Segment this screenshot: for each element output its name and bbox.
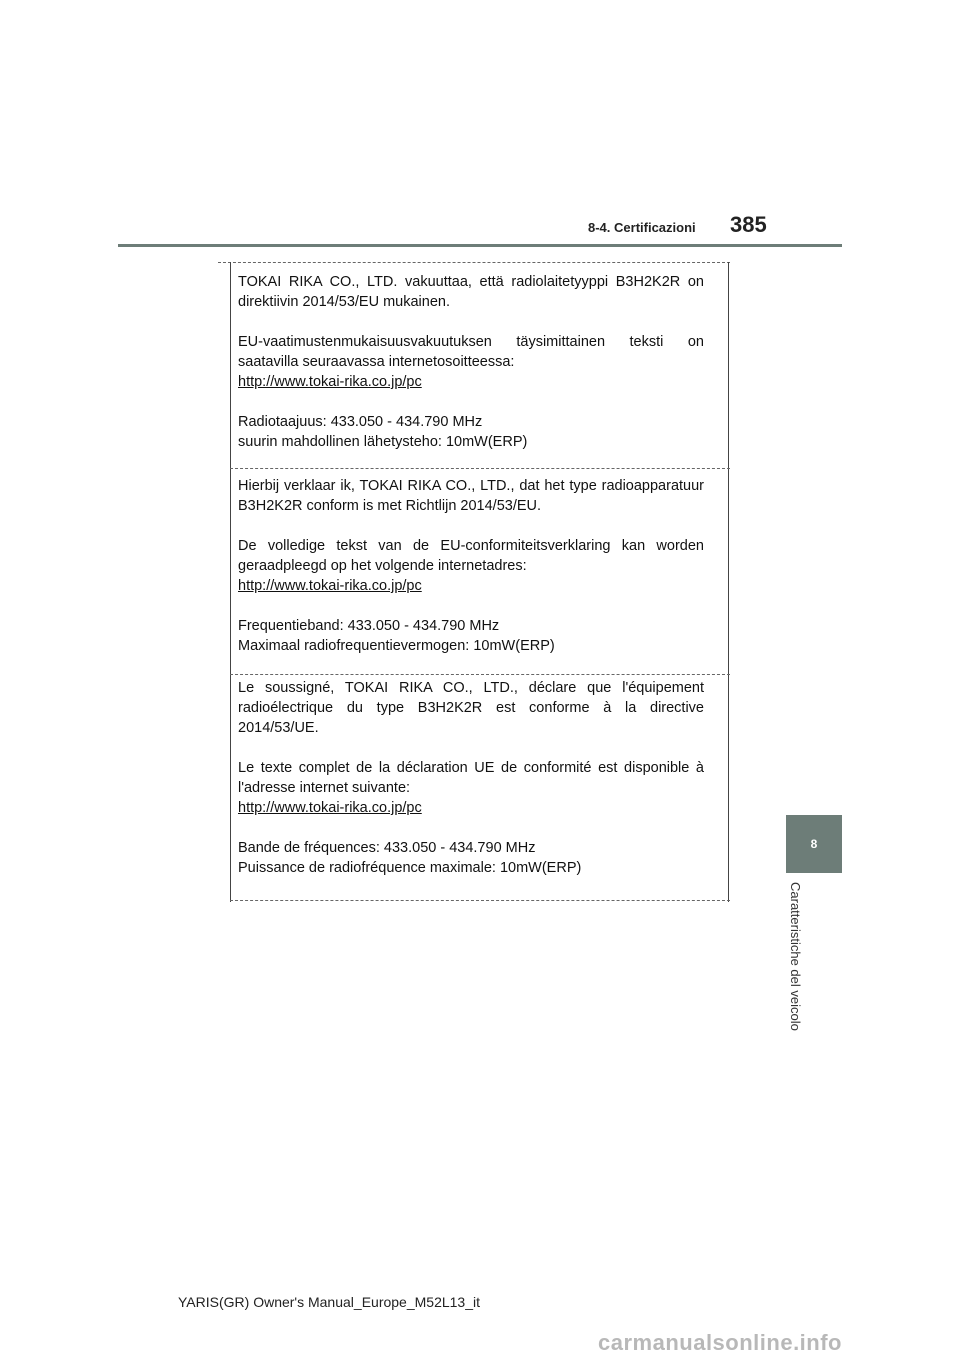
page-number: 385 xyxy=(730,212,767,237)
box-divider-1 xyxy=(230,468,730,469)
frequency-band: Bande de fréquences: 433.050 - 434.790 MHz xyxy=(238,840,536,856)
frequency-info xyxy=(238,838,704,878)
box-divider-2 xyxy=(230,674,730,675)
certification-box xyxy=(230,262,730,902)
max-power: Puissance de radiofréquence maximale: 10mW(ERP) xyxy=(238,860,582,876)
frequency-band: Frequentieband: 433.050 - 434.790 MHz xyxy=(238,618,500,634)
box-bottom-border xyxy=(230,900,730,901)
declaration-fulltext-note xyxy=(238,332,704,392)
fulltext-sentence: Le texte complet de la déclaration UE de conformité est disponible à l'adresse internet suivante: xyxy=(238,760,704,796)
chapter-tab: 8 xyxy=(786,815,842,873)
chapter-label: Caratteristiche del veicolo xyxy=(788,882,803,1031)
declaration-block-french xyxy=(238,678,704,878)
declaration-fulltext-note xyxy=(238,758,704,818)
header-section-title: 8-4. Certificazioni xyxy=(588,220,696,235)
frequency-band: Radiotaajuus: 433.050 - 434.790 MHz xyxy=(238,414,483,430)
fulltext-sentence: EU-vaatimustenmukaisuusvakuutuksen täysimittainen teksti on saatavilla seuraavassa internetosoitteessa: xyxy=(238,334,704,370)
declaration-link[interactable]: http://www.tokai-rika.co.jp/pc xyxy=(238,374,422,390)
declaration-statement: Hierbij verklaar ik, TOKAI RIKA CO., LTD., dat het type radioapparatuur B3H2K2R conform is met Richtlijn 2014/53/EU. xyxy=(238,478,704,514)
max-power: Maximaal radiofrequentievermogen: 10mW(ERP) xyxy=(238,638,555,654)
declaration-link[interactable]: http://www.tokai-rika.co.jp/pc xyxy=(238,800,422,816)
frequency-info xyxy=(238,616,704,656)
box-top-border xyxy=(218,262,730,263)
box-left-border xyxy=(230,262,231,902)
footer-manual-id: YARIS(GR) Owner's Manual_Europe_M52L13_it xyxy=(178,1294,480,1310)
declaration-statement: Le soussigné, TOKAI RIKA CO., LTD., déclare que l'équipement radioélectrique du type B3H2K2R est conforme à la directive 2014/53/UE. xyxy=(238,680,704,736)
box-right-border xyxy=(728,262,729,902)
declaration-fulltext-note xyxy=(238,536,704,596)
declaration-statement: TOKAI RIKA CO., LTD. vakuuttaa, että radiolaitetyyppi B3H2K2R on direktiivin 2014/53/EU mukainen. xyxy=(238,274,704,310)
header-rule xyxy=(118,244,842,247)
watermark: carmanualsonline.info xyxy=(598,1330,842,1355)
frequency-info xyxy=(238,412,704,452)
declaration-link[interactable]: http://www.tokai-rika.co.jp/pc xyxy=(238,578,422,594)
fulltext-sentence: De volledige tekst van de EU-conformiteitsverklaring kan worden geraadpleegd op het volgende internetadres: xyxy=(238,538,704,574)
max-power: suurin mahdollinen lähetysteho: 10mW(ERP) xyxy=(238,434,528,450)
declaration-block-finnish xyxy=(238,272,704,452)
declaration-block-dutch xyxy=(238,476,704,656)
